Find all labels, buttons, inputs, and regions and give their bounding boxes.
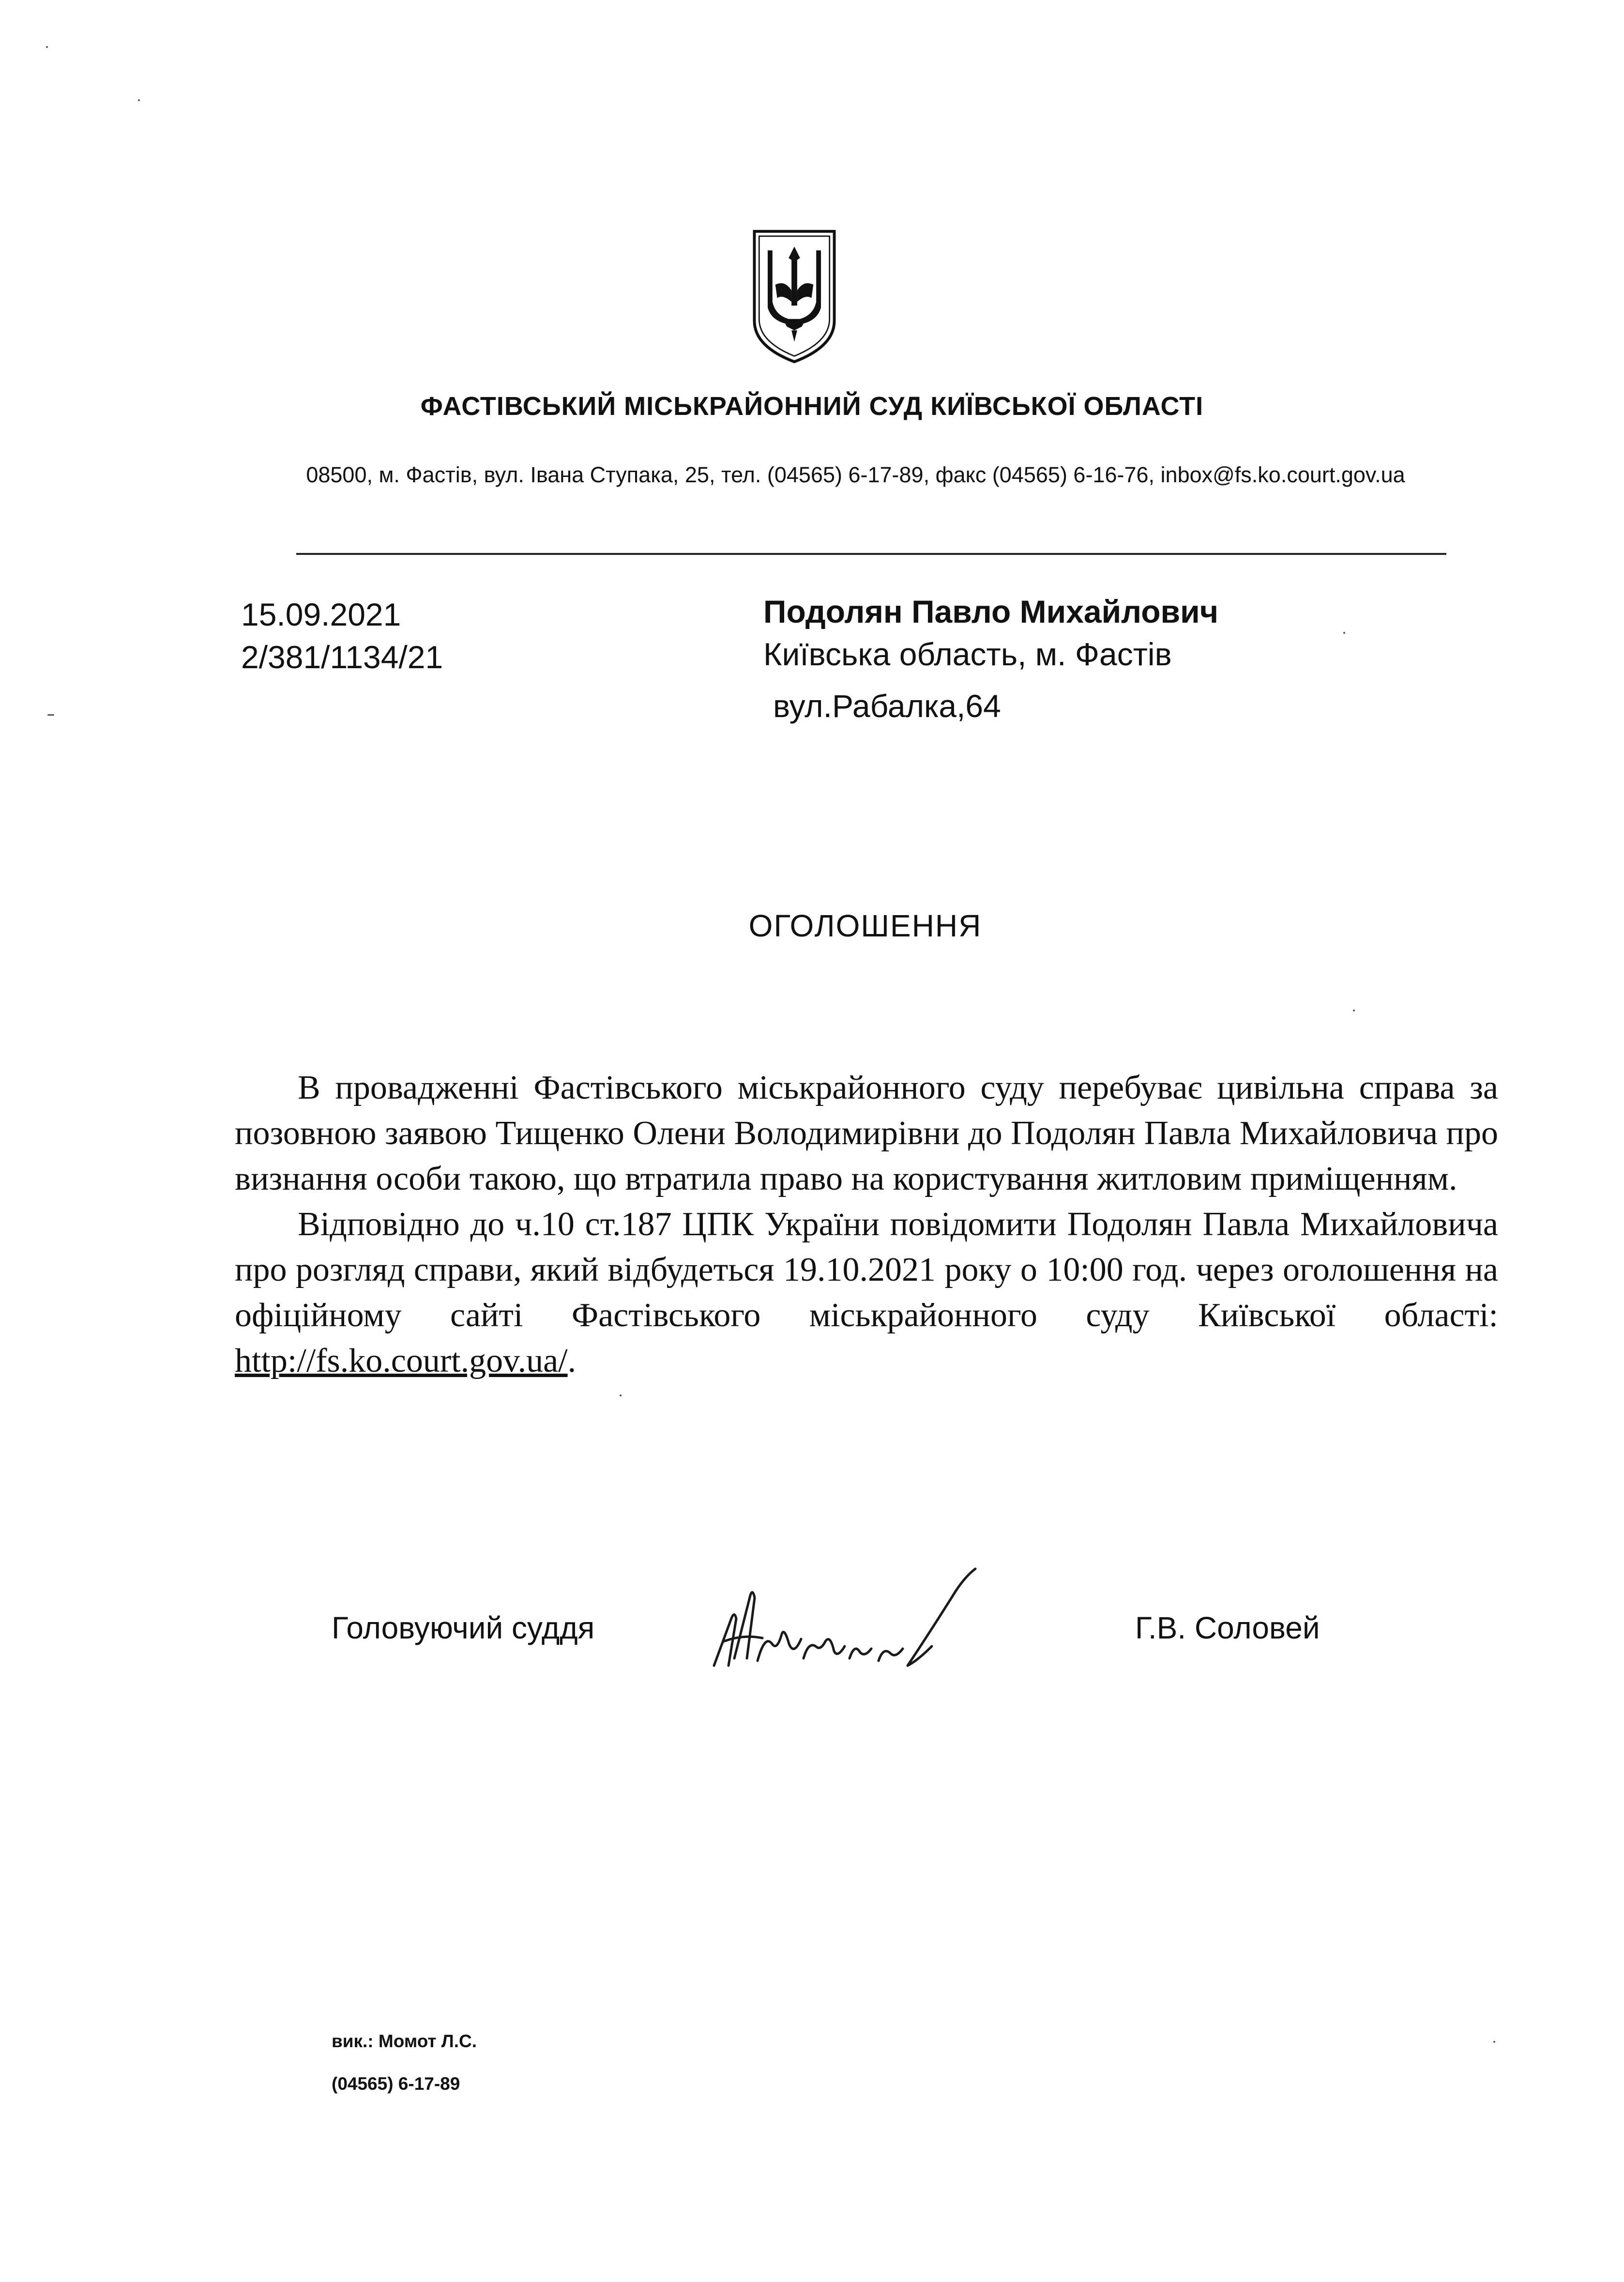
court-name: ФАСТІВСЬКИЙ МІСЬКРАЙОННИЙ СУД КИЇВСЬКОЇ ОБЛАСТІ xyxy=(420,392,1204,421)
executor-phone: (04565) 6-17-89 xyxy=(332,2074,460,2094)
court-address: 08500, м. Фастів, вул. Івана Ступака, 25, тел. (04565) 6-17-89, факс (04565) 6-16-76, inbox@fs.ko.court.gov.ua xyxy=(306,462,1405,487)
case-number: 2/381/1134/21 xyxy=(241,639,443,675)
document-date: 15.09.2021 xyxy=(241,597,401,632)
paragraph-notice xyxy=(235,1202,1498,1384)
recipient-name: Подолян Павло Михайлович xyxy=(763,594,1219,629)
paragraph-notice-text: Відповідно до ч.10 ст.187 ЦПК України повідомити Подолян Павла Михайловича про розгляд справи, який відбудеться 19.10.2021 року о 10:00 год. через оголошення на офіційному сайті Фастівського міськрайонного суду Київської області: xyxy=(235,1206,1498,1334)
header-divider xyxy=(296,553,1446,555)
recipient-street: вул.Рабалка,64 xyxy=(773,688,1001,724)
executor-name: вик.: Момот Л.С. xyxy=(332,2031,477,2051)
paragraph-case: В провадженні Фастівського міськрайонного суду перебуває цивільна справа за позовною заявою Тищенко Олени Володимирівни до Подолян Павла Михайловича про визнання особи такою, що втратила право на користування житловим приміщенням. xyxy=(235,1069,1498,1197)
announcement-title: ОГОЛОШЕННЯ xyxy=(748,908,982,943)
judge-role: Головуючий суддя xyxy=(332,1610,595,1645)
judge-signature xyxy=(704,1562,995,1683)
coat-of-arms-emblem xyxy=(746,228,842,366)
court-website-link[interactable]: http://fs.ko.court.gov.ua/ xyxy=(235,1342,568,1379)
judge-name: Г.В. Соловей xyxy=(1135,1610,1320,1645)
paragraph-notice-end: . xyxy=(567,1342,577,1379)
recipient-region: Київська область, м. Фастів xyxy=(763,636,1172,672)
announcement-body xyxy=(235,1065,1498,1384)
